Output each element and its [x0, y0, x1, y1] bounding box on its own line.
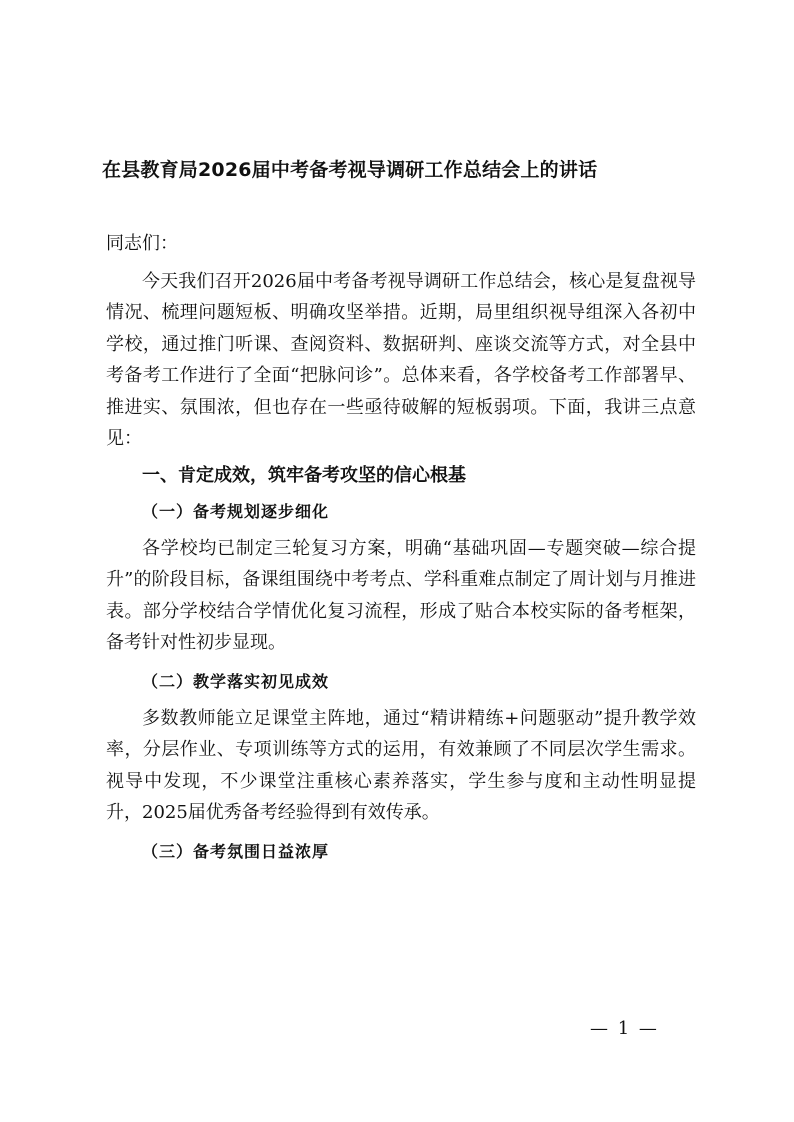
- subsection-paragraph-1: 各学校均已制定三轮复习方案，明确“基础巩固—专题突破—综合提升”的阶段目标，备课组围绕中考考点、学科重难点制定了周计划与月推进表。部分学校结合学情优化复习流程，形成了贴合本校实际的备考框架，备考针对性初步显现。: [106, 537, 696, 653]
- document-title: 在县教育局2026届中考备考视导调研工作总结会上的讲话: [102, 159, 598, 181]
- page-number: — 1 —: [590, 1018, 659, 1039]
- intro-paragraph: 今天我们召开2026届中考备考视导调研工作总结会，核心是复盘视导情况、梳理问题短板、明确攻坚举措。近期，局里组织视导组深入各初中学校，通过推门听课、查阅资料、数据研判、座谈交流等方式，对全县中考备考工作进行了全面“把脉问诊”。总体来看，各学校备考工作部署早、推进实、氛围浓，但也存在一些亟待破解的短板弱项。下面，我讲三点意见：: [106, 270, 696, 449]
- document-body: [106, 228, 696, 869]
- subsection-heading-1: （一）备考规划逐步细化: [142, 501, 330, 521]
- salutation: 同志们：: [106, 233, 178, 254]
- subsection-heading-3: （三）备考氛围日益浓厚: [142, 841, 330, 861]
- section-heading-1: 一、肯定成效，筑牢备考攻坚的信心根基: [142, 464, 466, 486]
- subsection-paragraph-2: 多数教师能立足课堂主阵地，通过“精讲精练+问题驱动”提升教学效率，分层作业、专项训练等方式的运用，有效兼顾了不同层次学生需求。视导中发现，不少课堂注重核心素养落实，学生参与度和主动性明显提升，2025届优秀备考经验得到有效传承。: [106, 707, 696, 823]
- subsection-heading-2: （二）教学落实初见成效: [142, 671, 330, 691]
